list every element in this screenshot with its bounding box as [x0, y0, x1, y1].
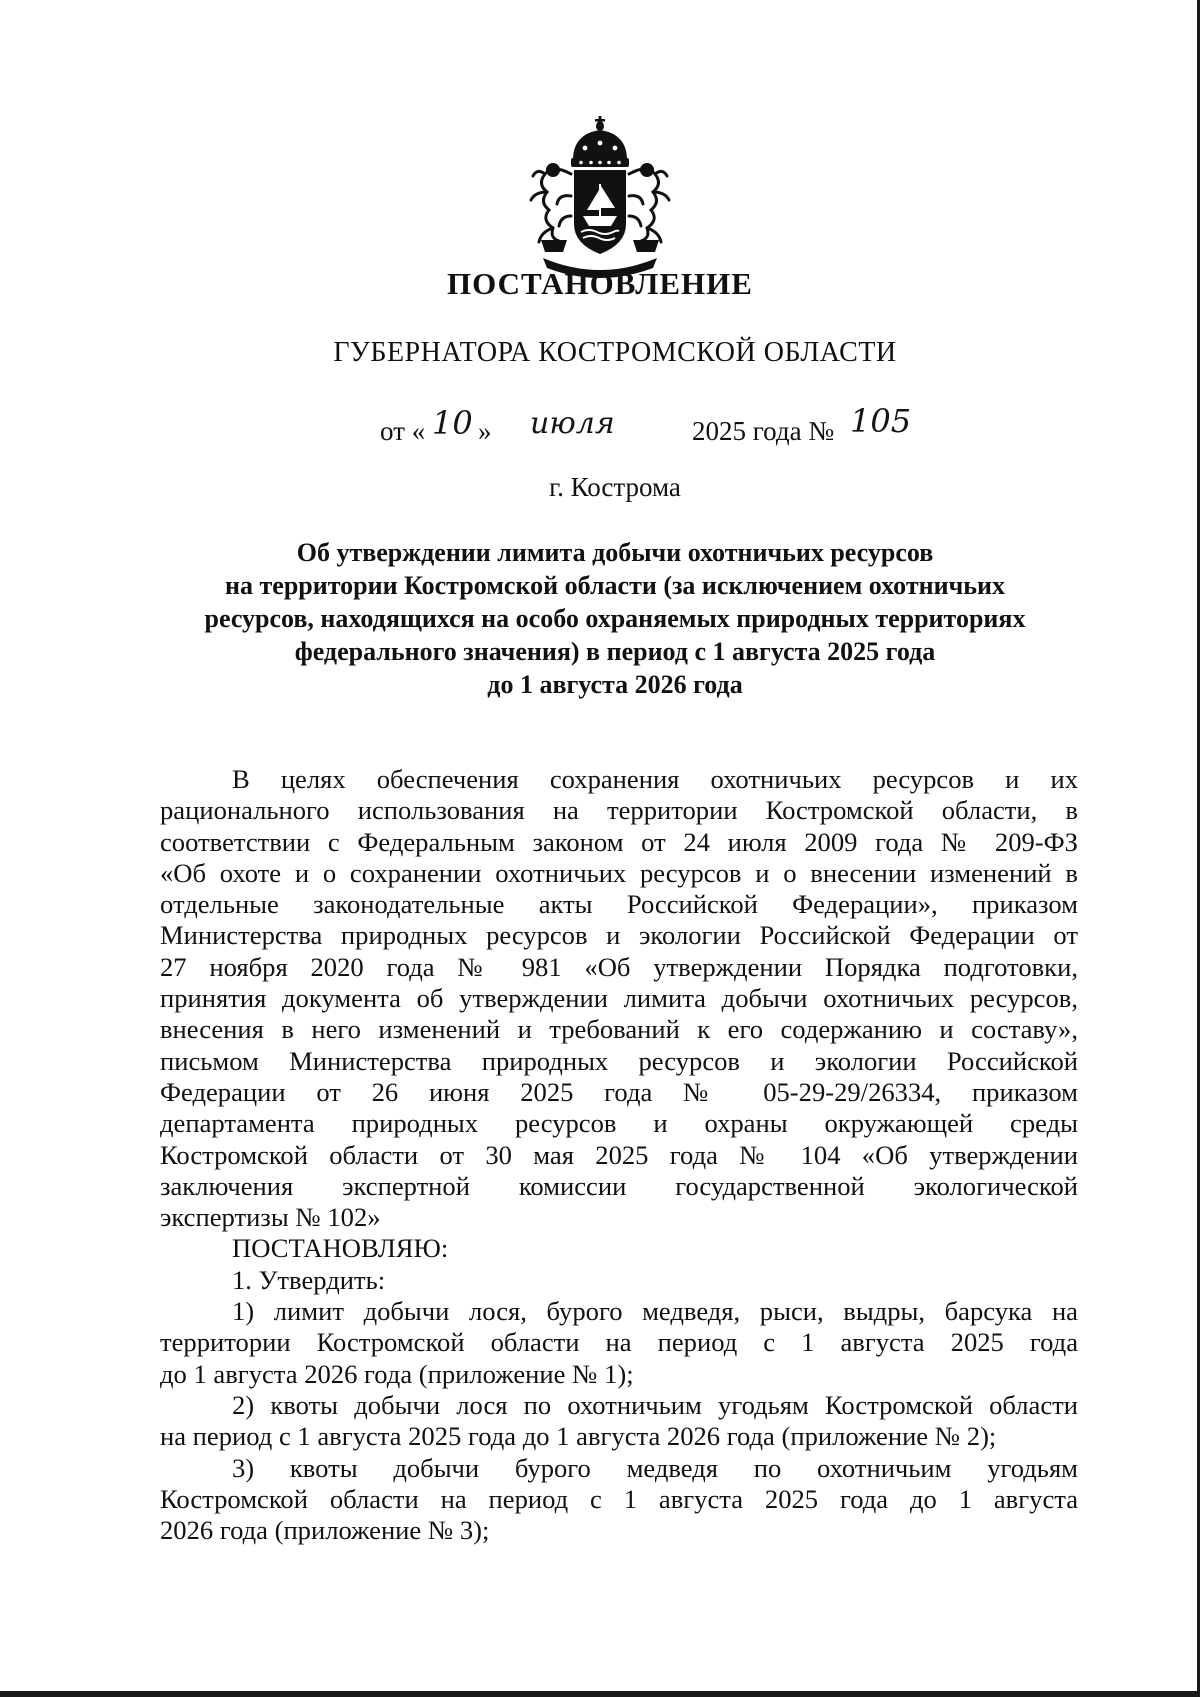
- heading-line: Об утверждении лимита добычи охотничьих ресурсов: [296, 538, 934, 567]
- body-line: 1) лимит добычи лося, бурого медведя, рыси, выдры, барсука на: [232, 1296, 1078, 1327]
- body-line: «Об охоте и о сохранении охотничьих ресурсов и о внесении изменений в: [160, 857, 1078, 888]
- document-number-handwritten: 105: [850, 402, 912, 440]
- body-line: 2026 года (приложение № 3);: [160, 1515, 490, 1546]
- document-city: г. Кострома: [549, 472, 681, 502]
- body-line: департамента природных ресурсов и охраны окружающей среды: [160, 1108, 1078, 1139]
- body-line: В целях обеспечения сохранения охотничьих ресурсов и их: [232, 764, 1078, 794]
- document-title: ПОСТАНОВЛЕНИЕ: [447, 266, 753, 301]
- document-date-line: [380, 402, 940, 450]
- clause-1-heading: 1. Утвердить:: [232, 1264, 386, 1295]
- date-day-handwritten: 10: [432, 404, 473, 442]
- document-heading: [140, 536, 1090, 701]
- body-line: заключения экспертной комиссии государственной экологической: [160, 1170, 1078, 1201]
- body-line: Федерации от 26 июня 2025 года № 05-29-29/26334, приказом: [160, 1076, 1078, 1107]
- body-line: принятия документа об утверждении лимита добычи охотничьих ресурсов,: [160, 983, 1078, 1014]
- kostroma-oblast-coat-of-arms-icon: [523, 112, 677, 282]
- body-line: отдельные законодательные акты Российской Федерации», приказом: [160, 889, 1078, 920]
- heading-line: федерального значения) в период с 1 августа 2025 года: [294, 637, 936, 666]
- body-line: соответствии с Федеральным законом от 24 июля 2009 года № 209-ФЗ: [160, 826, 1078, 857]
- body-line: Министерства природных ресурсов и экологии Российской Федерации от: [160, 920, 1078, 951]
- body-line: письмом Министерства природных ресурсов и экологии Российской: [160, 1045, 1078, 1076]
- body-line: до 1 августа 2026 года (приложение № 1);: [160, 1358, 634, 1389]
- date-year-and-number-label: 2025 года №: [692, 416, 835, 446]
- body-line: экспертизы № 102»: [160, 1202, 381, 1233]
- body-line: Костромской области на период с 1 августа 2025 года до 1 августа: [160, 1483, 1078, 1514]
- document-body: [160, 764, 1078, 1546]
- body-line: внесения в него изменений и требований к его содержанию и составу»,: [160, 1014, 1078, 1045]
- heading-line: ресурсов, находящихся на особо охраняемых природных территориях: [204, 604, 1026, 633]
- scan-border-bottom: [0, 1691, 1200, 1697]
- issuing-authority: ГУБЕРНАТОРА КОСТРОМСКОЙ ОБЛАСТИ: [333, 337, 897, 368]
- heading-line: на территории Костромской области (за исключением охотничьих: [225, 571, 1005, 600]
- body-line: территории Костромской области на период с 1 августа 2025 года: [160, 1327, 1078, 1358]
- body-line: на период с 1 августа 2025 года до 1 августа 2026 года (приложение № 2);: [160, 1421, 997, 1452]
- body-line: Костромской области от 30 мая 2025 года № 104 «Об утверждении: [160, 1139, 1078, 1170]
- heading-line: до 1 августа 2026 года: [487, 670, 743, 699]
- body-line: 2) квоты добычи лося по охотничьим угодьям Костромской области: [232, 1389, 1078, 1420]
- date-day-close: »: [478, 416, 492, 446]
- resolution-keyword: ПОСТАНОВЛЯЮ:: [232, 1233, 449, 1264]
- body-line: рационального использования на территории Костромской области, в: [160, 795, 1078, 826]
- date-prefix: от «: [380, 416, 426, 446]
- body-line: 3) квоты добычи бурого медведя по охотничьим угодьям: [232, 1452, 1078, 1483]
- date-month-handwritten: июля: [530, 406, 615, 441]
- body-line: 27 ноября 2020 года № 981 «Об утверждении Порядка подготовки,: [160, 951, 1078, 982]
